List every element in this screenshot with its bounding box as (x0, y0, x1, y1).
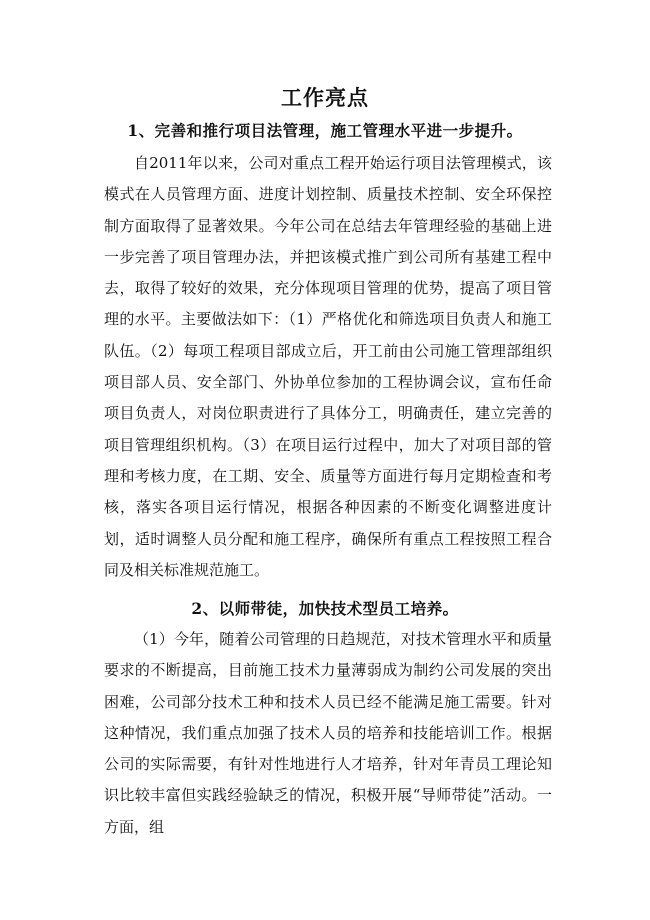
section-1-heading: 1、完善和推行项目法管理，施工管理水平进一步提升。 (127, 121, 523, 140)
section-2-paragraph: （1）今年，随着公司管理的日趋规范，对技术管理水平和质量要求的不断提高，目前施工技术力量薄弱成为制约公司发展的突出困难，公司部分技术工种和技术人员已经不能满足施工需要。针对这种情况，我们重点加强了技术人员的培养和技能培训工作。根据公司的实际需要，有针对性地进行人才培养，针对年青员工理论知识比较丰富但实践经验缺乏的情况，积极开展“导师带徒”活动。一方面，组 (104, 630, 552, 836)
document-title: 工作亮点 (281, 85, 369, 110)
section-1-paragraph: 自2011年以来，公司对重点工程开始运行项目法管理模式，该模式在人员管理方面、进度计划控制、质量技术控制、安全环保控制方面取得了显著效果。今年公司在总结去年管理经验的基础上进一步完善了项目管理办法，并把该模式推广到公司所有基建工程中去，取得了较好的效果，充分体现项目管理的优势，提高了项目管理的水平。主要做法如下：（1）严格优化和筛选项目负责人和施工队伍。（2）每项工程项目部成立后，开工前由公司施工管理部组织项目部人员、安全部门、外协单位参加的工程协调会议，宣布任命项目负责人，对岗位职责进行了具体分工，明确责任，建立完善的项目管理组织机构。（3）在项目运行过程中，加大了对项目部的管理和考核力度，在工期、安全、质量等方面进行每月定期检查和考核，落实各项目运行情况，根据各种因素的不断变化调整进度计划，适时调整人员分配和施工程序，确保所有重点工程按照工程合同及相关标准规范施工。 (104, 154, 552, 579)
section-2-heading: 2、以师带徒，加快技术型员工培养。 (191, 599, 459, 618)
